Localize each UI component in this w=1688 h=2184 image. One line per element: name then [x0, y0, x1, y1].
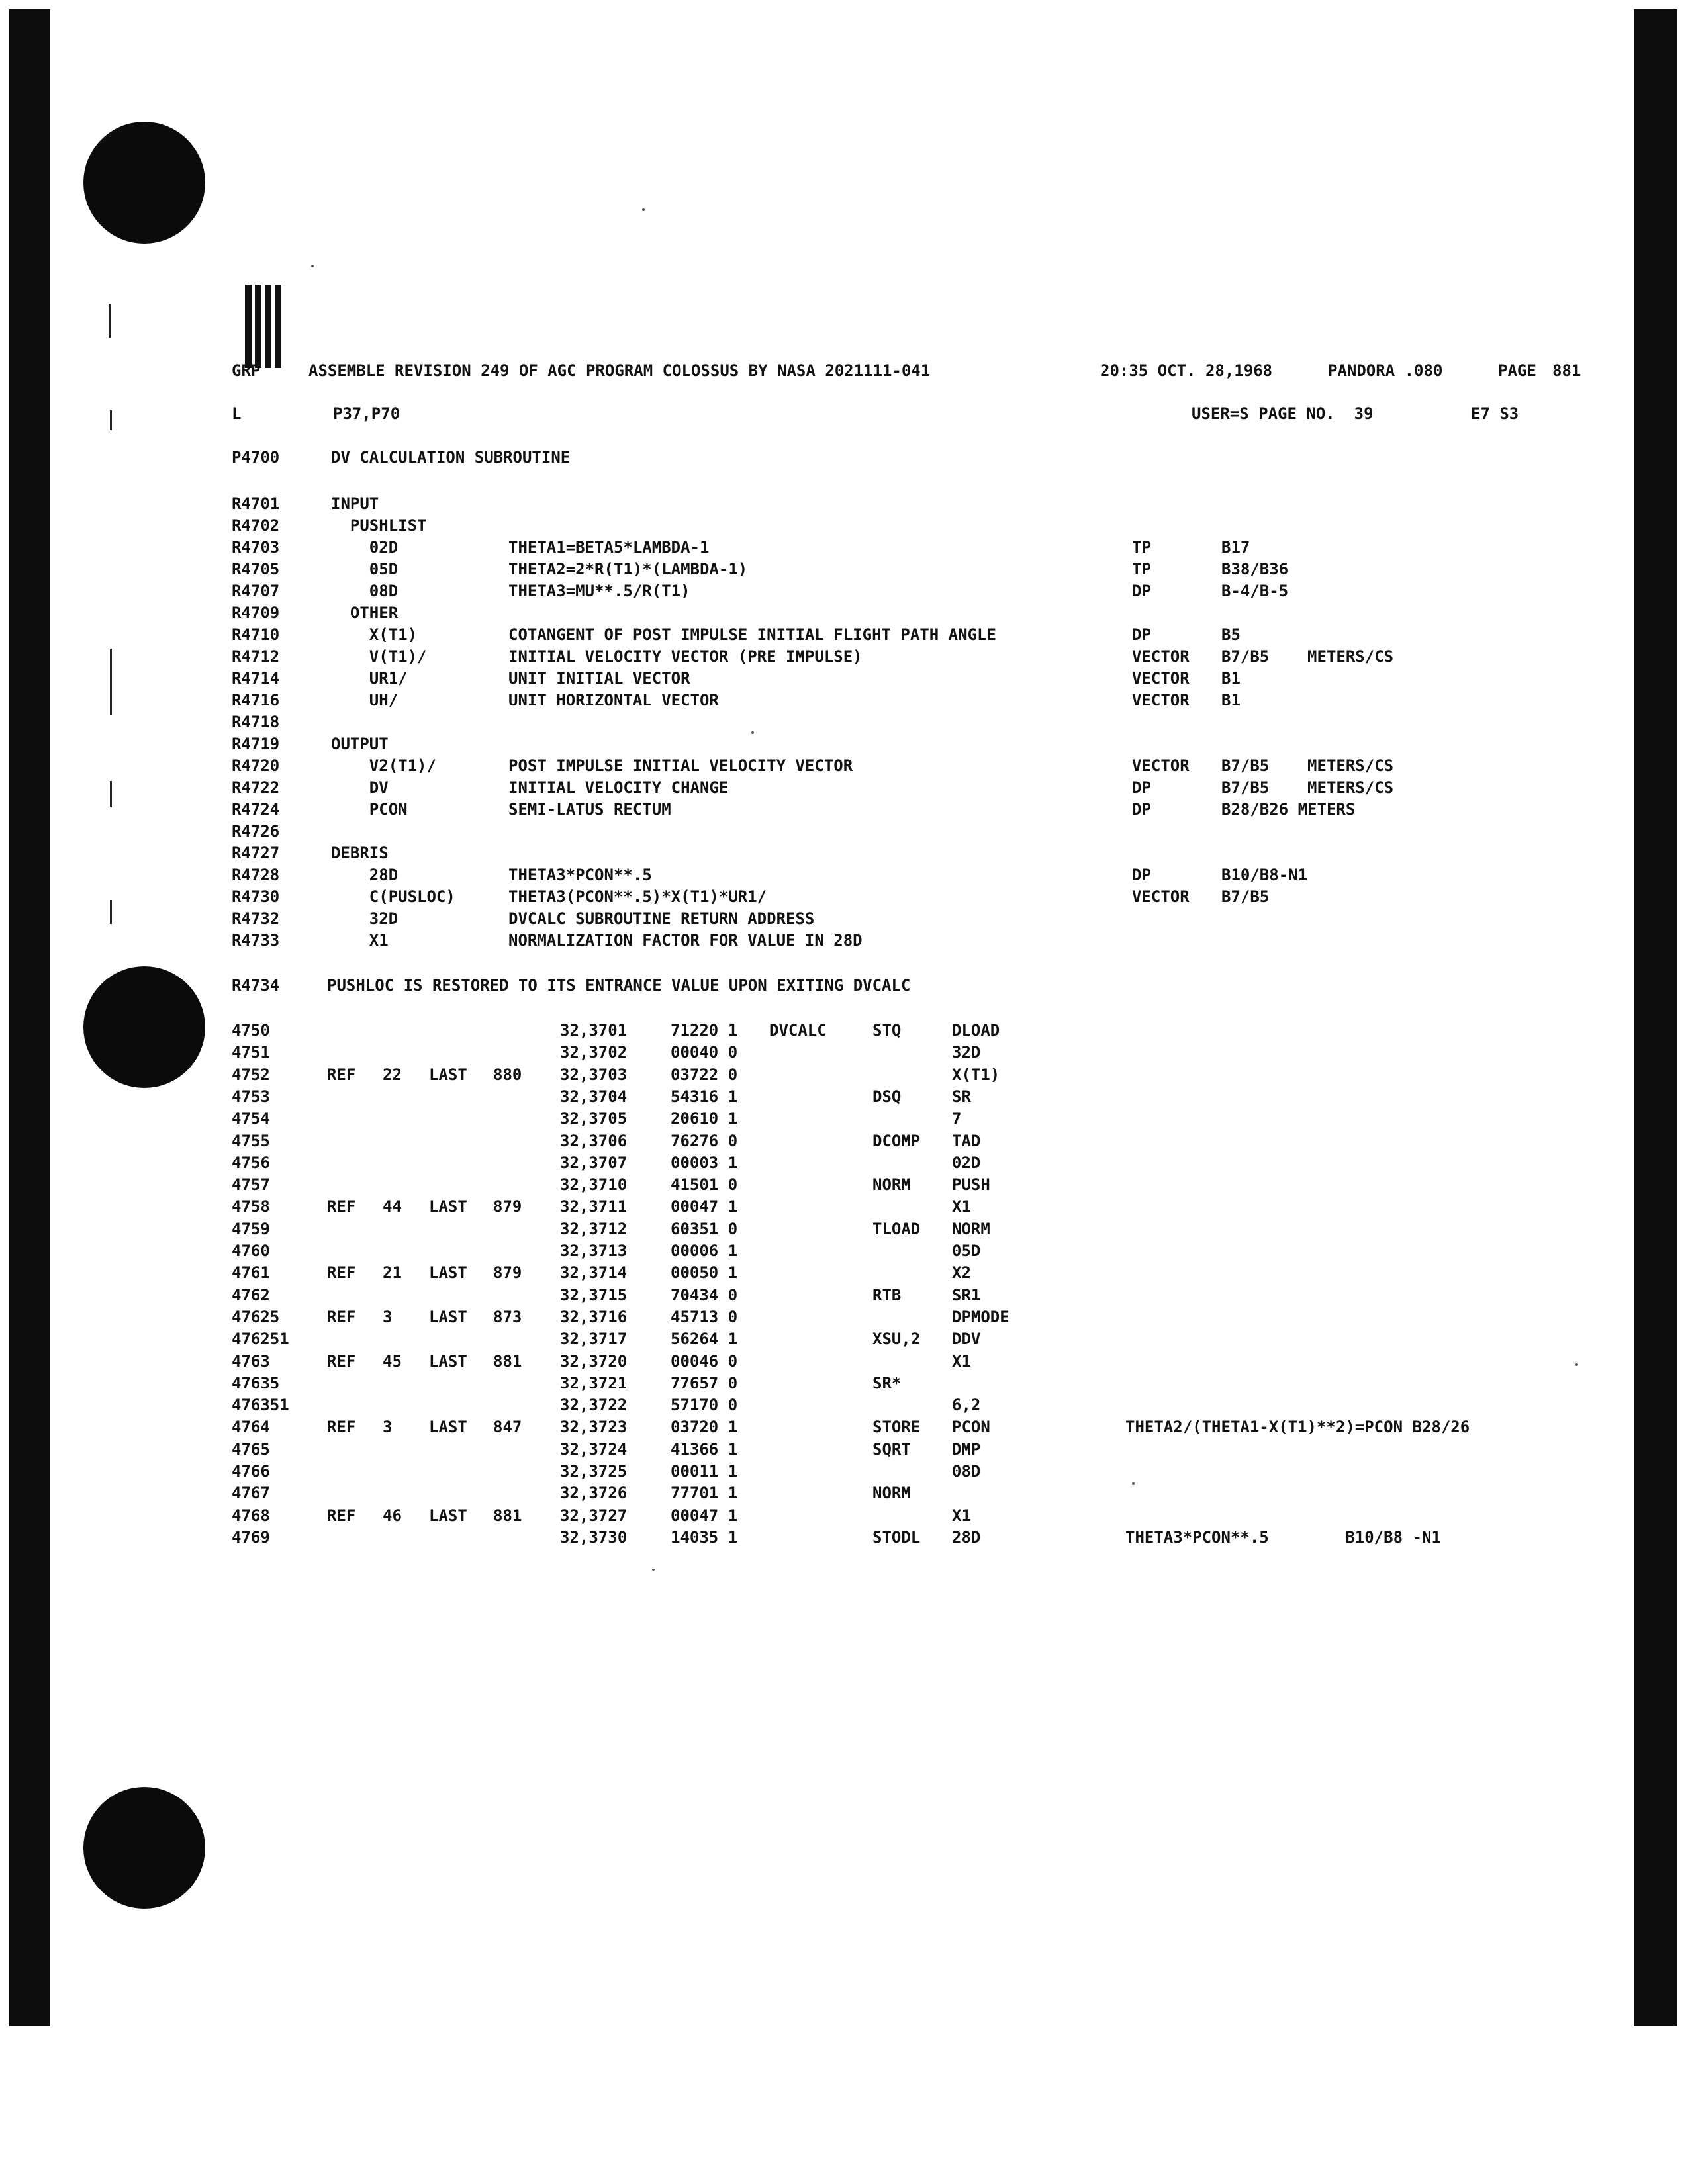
code-ref: REF	[327, 1066, 356, 1084]
comment-symbol: PUSHLIST	[331, 516, 427, 535]
code-word: 76276 0	[671, 1132, 738, 1150]
comment-symbol: DEBRIS	[331, 844, 389, 862]
comment-symbol: 02D	[331, 538, 399, 557]
code-opcode: RTB	[872, 1286, 902, 1304]
code-address: 32,3717	[560, 1330, 628, 1348]
code-line-number: 4751	[232, 1043, 270, 1062]
code-word: 00003 1	[671, 1154, 738, 1172]
code-last: LAST	[429, 1352, 467, 1371]
section-title-text: DV CALCULATION SUBROUTINE	[331, 448, 571, 467]
code-address: 32,3703	[560, 1066, 628, 1084]
code-opcode: TLOAD	[872, 1220, 921, 1238]
comment-id: R4720	[232, 756, 280, 775]
code-line-number: 4756	[232, 1154, 270, 1172]
code-opcode: SR*	[872, 1374, 902, 1392]
code-word: 00040 0	[671, 1043, 738, 1062]
code-line-number: 4765	[232, 1440, 270, 1459]
code-operand: TAD	[952, 1132, 981, 1150]
code-operand: PUSH	[952, 1175, 990, 1194]
code-word: 77657 0	[671, 1374, 738, 1392]
comment-scale: B1	[1221, 669, 1241, 688]
code-operand: 32D	[952, 1043, 981, 1062]
code-line-number: 4764	[232, 1418, 270, 1436]
margin-mark	[110, 781, 112, 807]
comment-id: R4702	[232, 516, 280, 535]
punch-stripe-mark	[245, 285, 283, 368]
header-page-number: 881	[1552, 361, 1581, 380]
code-line-number: 4758	[232, 1197, 270, 1216]
code-line-number: 4753	[232, 1087, 270, 1106]
code-ref: REF	[327, 1352, 356, 1371]
comment-symbol: 08D	[331, 582, 399, 600]
comment-description: UNIT HORIZONTAL VECTOR	[508, 691, 719, 709]
comment-id: R4712	[232, 647, 280, 666]
code-line-number: 4769	[232, 1528, 270, 1547]
code-opcode: STODL	[872, 1528, 921, 1547]
comment-description: THETA2=2*R(T1)*(LAMBDA-1)	[508, 560, 748, 578]
code-word: 70434 0	[671, 1286, 738, 1304]
code-operand: DDV	[952, 1330, 981, 1348]
header-timestamp: 20:35 OCT. 28,1968	[1100, 361, 1273, 380]
code-operand: X1	[952, 1352, 971, 1371]
code-operand: NORM	[952, 1220, 990, 1238]
code-operand: X1	[952, 1506, 971, 1525]
code-line-number: 4759	[232, 1220, 270, 1238]
margin-mark	[110, 900, 112, 924]
comment-symbol: 32D	[331, 909, 399, 928]
code-word: 71220 1	[671, 1021, 738, 1040]
code-line-number: 4752	[232, 1066, 270, 1084]
comment-symbol: 05D	[331, 560, 399, 578]
header-site: PANDORA .080	[1328, 361, 1443, 380]
comment-description: POST IMPULSE INITIAL VELOCITY VECTOR	[508, 756, 853, 775]
code-ref-count: 45	[383, 1352, 402, 1371]
code-address: 32,3711	[560, 1197, 628, 1216]
code-ref: REF	[327, 1308, 356, 1326]
comment-id: R4724	[232, 800, 280, 819]
code-operand: DMP	[952, 1440, 981, 1459]
code-address: 32,3715	[560, 1286, 628, 1304]
binder-hole-middle	[83, 966, 205, 1088]
code-address: 32,3707	[560, 1154, 628, 1172]
comment-symbol: UH/	[331, 691, 399, 709]
margin-mark	[110, 649, 112, 715]
header-group: GRP	[232, 361, 261, 380]
code-line-number: 47635	[232, 1374, 280, 1392]
code-line-number: 4757	[232, 1175, 270, 1194]
code-last: LAST	[429, 1418, 467, 1436]
margin-mark	[109, 304, 111, 338]
code-address: 32,3725	[560, 1462, 628, 1480]
comment-symbol: PCON	[331, 800, 408, 819]
code-word: 00050 1	[671, 1263, 738, 1282]
code-operand: 05D	[952, 1242, 981, 1260]
binder-hole-bottom	[83, 1787, 205, 1909]
subheader-users-page: USER=S PAGE NO. 39	[1192, 404, 1374, 423]
note-text: PUSHLOC IS RESTORED TO ITS ENTRANCE VALUE UPON EXITING DVCALC	[327, 976, 911, 995]
code-operand: X(T1)	[952, 1066, 1000, 1084]
code-address: 32,3722	[560, 1396, 628, 1414]
comment-type: VECTOR	[1132, 691, 1190, 709]
comment-symbol: V2(T1)/	[331, 756, 436, 775]
comment-scale: B7/B5	[1221, 887, 1270, 906]
code-opcode: NORM	[872, 1175, 911, 1194]
code-word: 56264 1	[671, 1330, 738, 1348]
comment-type: TP	[1132, 538, 1151, 557]
comment-scale: B7/B5 METERS/CS	[1221, 778, 1394, 797]
comment-id: R4719	[232, 735, 280, 753]
comment-symbol: X1	[331, 931, 389, 950]
header-title: ASSEMBLE REVISION 249 OF AGC PROGRAM COLOSSUS BY NASA 2021111-041	[308, 361, 931, 380]
comment-description: THETA3=MU**.5/R(T1)	[508, 582, 690, 600]
code-label: DVCALC	[769, 1021, 827, 1040]
comment-description: COTANGENT OF POST IMPULSE INITIAL FLIGHT PATH ANGLE	[508, 625, 996, 644]
code-last-number: 873	[493, 1308, 522, 1326]
scan-speck	[311, 265, 314, 267]
code-address: 32,3706	[560, 1132, 628, 1150]
code-comment: THETA2/(THETA1-X(T1)**2)=PCON B28/26	[1125, 1418, 1470, 1436]
scan-speck	[652, 1569, 655, 1571]
code-opcode: SQRT	[872, 1440, 911, 1459]
code-word: 77701 1	[671, 1484, 738, 1502]
section-title-label: P4700	[232, 448, 280, 467]
code-word: 20610 1	[671, 1109, 738, 1128]
subheader-program: P37,P70	[333, 404, 400, 423]
code-opcode: DSQ	[872, 1087, 902, 1106]
code-address: 32,3726	[560, 1484, 628, 1502]
code-address: 32,3710	[560, 1175, 628, 1194]
comment-id: R4705	[232, 560, 280, 578]
code-address: 32,3713	[560, 1242, 628, 1260]
comment-symbol: C(PUSLOC)	[331, 887, 455, 906]
code-address: 32,3721	[560, 1374, 628, 1392]
code-address: 32,3724	[560, 1440, 628, 1459]
comment-id: R4728	[232, 866, 280, 884]
subheader-code: E7 S3	[1471, 404, 1519, 423]
scan-speck	[751, 731, 754, 734]
code-word: 03722 0	[671, 1066, 738, 1084]
comment-scale: B7/B5 METERS/CS	[1221, 756, 1394, 775]
comment-scale: B17	[1221, 538, 1250, 557]
code-comment: THETA3*PCON**.5 B10/B8 -N1	[1125, 1528, 1441, 1547]
code-operand: 6,2	[952, 1396, 981, 1414]
code-ref-count: 46	[383, 1506, 402, 1525]
code-address: 32,3701	[560, 1021, 628, 1040]
code-operand: X2	[952, 1263, 971, 1282]
comment-type: DP	[1132, 866, 1151, 884]
code-word: 00006 1	[671, 1242, 738, 1260]
code-word: 14035 1	[671, 1528, 738, 1547]
subheader-letter: L	[232, 404, 242, 423]
code-word: 54316 1	[671, 1087, 738, 1106]
code-operand: X1	[952, 1197, 971, 1216]
comment-description: SEMI-LATUS RECTUM	[508, 800, 671, 819]
comment-id: R4733	[232, 931, 280, 950]
code-operand: SR1	[952, 1286, 981, 1304]
code-address: 32,3704	[560, 1087, 628, 1106]
comment-symbol: DV	[331, 778, 389, 797]
comment-symbol: 28D	[331, 866, 399, 884]
comment-id: R4707	[232, 582, 280, 600]
code-ref: REF	[327, 1418, 356, 1436]
comment-id: R4722	[232, 778, 280, 797]
comment-description: THETA1=BETA5*LAMBDA-1	[508, 538, 710, 557]
comment-type: DP	[1132, 800, 1151, 819]
comment-id: R4703	[232, 538, 280, 557]
code-line-number: 4750	[232, 1021, 270, 1040]
code-operand: 08D	[952, 1462, 981, 1480]
code-operand: PCON	[952, 1418, 990, 1436]
code-word: 60351 0	[671, 1220, 738, 1238]
header-page-label: PAGE	[1498, 361, 1536, 380]
code-operand: 02D	[952, 1154, 981, 1172]
comment-scale: B28/B26 METERS	[1221, 800, 1356, 819]
code-last-number: 881	[493, 1352, 522, 1371]
code-opcode: XSU,2	[872, 1330, 921, 1348]
comment-type: TP	[1132, 560, 1151, 578]
comment-type: DP	[1132, 582, 1151, 600]
code-last: LAST	[429, 1308, 467, 1326]
code-operand: 28D	[952, 1528, 981, 1547]
comment-scale: B-4/B-5	[1221, 582, 1289, 600]
code-line-number: 4754	[232, 1109, 270, 1128]
comment-symbol: INPUT	[331, 494, 379, 513]
code-line-number: 4767	[232, 1484, 270, 1502]
code-address: 32,3727	[560, 1506, 628, 1525]
comment-type: DP	[1132, 778, 1151, 797]
code-operand: DPMODE	[952, 1308, 1009, 1326]
code-ref: REF	[327, 1197, 356, 1216]
code-address: 32,3712	[560, 1220, 628, 1238]
code-line-number: 4762	[232, 1286, 270, 1304]
code-last: LAST	[429, 1066, 467, 1084]
code-word: 03720 1	[671, 1418, 738, 1436]
comment-type: VECTOR	[1132, 887, 1190, 906]
scan-border-left	[9, 9, 50, 2026]
comment-scale: B1	[1221, 691, 1241, 709]
comment-scale: B7/B5 METERS/CS	[1221, 647, 1394, 666]
code-word: 00046 0	[671, 1352, 738, 1371]
comment-symbol: OTHER	[331, 604, 399, 622]
comment-description: NORMALIZATION FACTOR FOR VALUE IN 28D	[508, 931, 863, 950]
code-last: LAST	[429, 1263, 467, 1282]
comment-description: UNIT INITIAL VECTOR	[508, 669, 690, 688]
comment-description: THETA3(PCON**.5)*X(T1)*UR1/	[508, 887, 767, 906]
comment-type: DP	[1132, 625, 1151, 644]
comment-symbol: UR1/	[331, 669, 408, 688]
code-address: 32,3702	[560, 1043, 628, 1062]
note-id: R4734	[232, 976, 280, 995]
scan-speck	[642, 208, 645, 211]
code-address: 32,3716	[560, 1308, 628, 1326]
code-last-number: 880	[493, 1066, 522, 1084]
code-opcode: DCOMP	[872, 1132, 921, 1150]
comment-id: R4718	[232, 713, 280, 731]
code-line-number: 4760	[232, 1242, 270, 1260]
code-line-number: 4763	[232, 1352, 270, 1371]
comment-description: INITIAL VELOCITY CHANGE	[508, 778, 729, 797]
code-word: 00011 1	[671, 1462, 738, 1480]
code-last-number: 879	[493, 1263, 522, 1282]
code-address: 32,3705	[560, 1109, 628, 1128]
comment-id: R4726	[232, 822, 280, 841]
code-opcode: STORE	[872, 1418, 921, 1436]
code-last-number: 881	[493, 1506, 522, 1525]
code-ref-count: 21	[383, 1263, 402, 1282]
code-ref-count: 3	[383, 1308, 393, 1326]
code-word: 00047 1	[671, 1506, 738, 1525]
comment-id: R4727	[232, 844, 280, 862]
code-word: 41366 1	[671, 1440, 738, 1459]
comment-id: R4732	[232, 909, 280, 928]
scan-speck	[1132, 1482, 1135, 1485]
code-ref-count: 44	[383, 1197, 402, 1216]
code-line-number: 476351	[232, 1396, 289, 1414]
code-word: 00047 1	[671, 1197, 738, 1216]
code-ref-count: 22	[383, 1066, 402, 1084]
comment-id: R4709	[232, 604, 280, 622]
comment-type: VECTOR	[1132, 647, 1190, 666]
code-last: LAST	[429, 1506, 467, 1525]
margin-mark	[110, 410, 112, 430]
scan-speck	[1575, 1363, 1578, 1366]
code-ref-count: 3	[383, 1418, 393, 1436]
code-last-number: 879	[493, 1197, 522, 1216]
code-address: 32,3723	[560, 1418, 628, 1436]
comment-type: VECTOR	[1132, 669, 1190, 688]
code-operand: DLOAD	[952, 1021, 1000, 1040]
code-word: 57170 0	[671, 1396, 738, 1414]
comment-description: INITIAL VELOCITY VECTOR (PRE IMPULSE)	[508, 647, 863, 666]
code-opcode: STQ	[872, 1021, 902, 1040]
comment-id: R4730	[232, 887, 280, 906]
code-operand: 7	[952, 1109, 962, 1128]
code-opcode: NORM	[872, 1484, 911, 1502]
code-line-number: 4766	[232, 1462, 270, 1480]
code-line-number: 4768	[232, 1506, 270, 1525]
code-line-number: 476251	[232, 1330, 289, 1348]
comment-id: R4710	[232, 625, 280, 644]
code-last-number: 847	[493, 1418, 522, 1436]
comment-scale: B10/B8-N1	[1221, 866, 1308, 884]
scan-border-right	[1634, 9, 1677, 2026]
comment-id: R4716	[232, 691, 280, 709]
comment-description: THETA3*PCON**.5	[508, 866, 652, 884]
comment-scale: B5	[1221, 625, 1241, 644]
code-ref: REF	[327, 1506, 356, 1525]
code-word: 41501 0	[671, 1175, 738, 1194]
comment-symbol: OUTPUT	[331, 735, 389, 753]
code-address: 32,3720	[560, 1352, 628, 1371]
comment-scale: B38/B36	[1221, 560, 1289, 578]
code-address: 32,3730	[560, 1528, 628, 1547]
code-ref: REF	[327, 1263, 356, 1282]
code-line-number: 4761	[232, 1263, 270, 1282]
comment-symbol: V(T1)/	[331, 647, 427, 666]
comment-type: VECTOR	[1132, 756, 1190, 775]
code-line-number: 47625	[232, 1308, 280, 1326]
comment-id: R4701	[232, 494, 280, 513]
comment-id: R4714	[232, 669, 280, 688]
code-last: LAST	[429, 1197, 467, 1216]
binder-hole-top	[83, 122, 205, 244]
code-line-number: 4755	[232, 1132, 270, 1150]
code-address: 32,3714	[560, 1263, 628, 1282]
code-word: 45713 0	[671, 1308, 738, 1326]
comment-description: DVCALC SUBROUTINE RETURN ADDRESS	[508, 909, 815, 928]
comment-symbol: X(T1)	[331, 625, 418, 644]
code-operand: SR	[952, 1087, 971, 1106]
